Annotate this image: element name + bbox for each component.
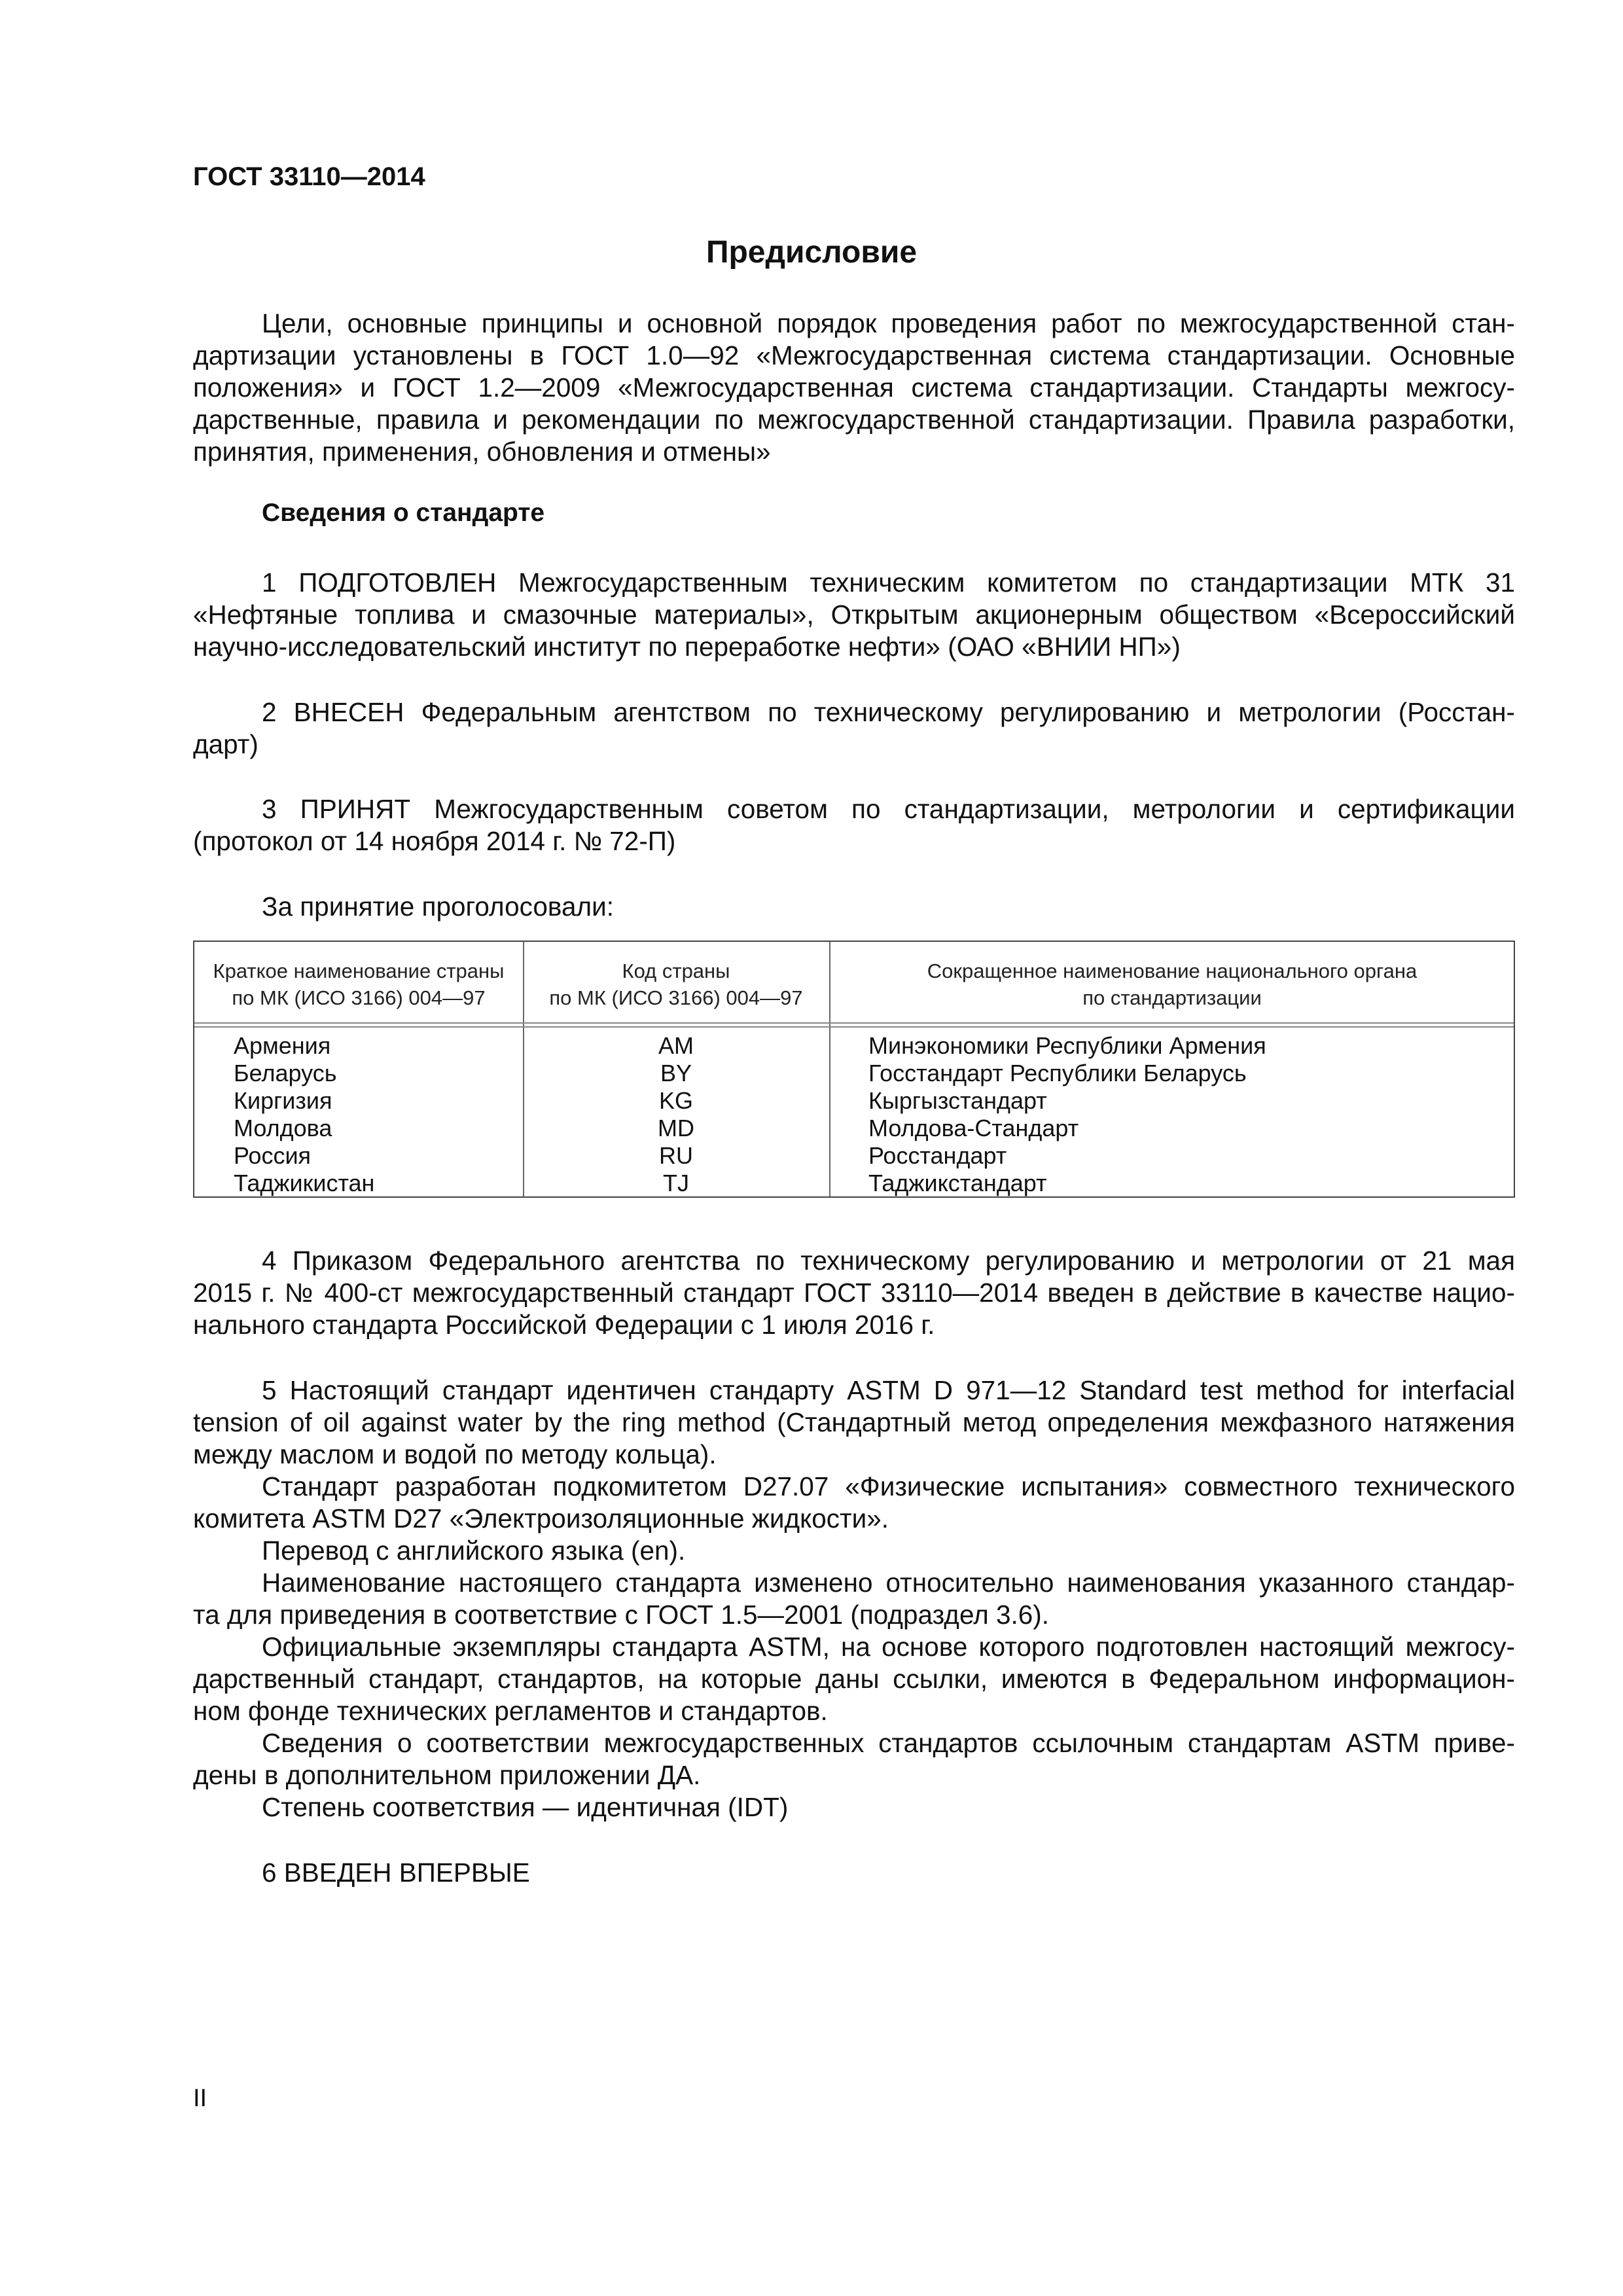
table-cell: RU xyxy=(659,1142,693,1169)
text-line: комитета ASTM D27 «Электроизоляционные жидкости». xyxy=(193,1503,889,1534)
document-code: ГОСТ 33110—2014 xyxy=(193,162,425,191)
text-line: дарственный стандарт, стандартов, на которые даны ссылки, имеются в Федеральном информацион- xyxy=(193,1664,1515,1694)
text-line: ном фонде технических регламентов и стандартов. xyxy=(193,1696,828,1726)
body-column xyxy=(868,1032,1497,1197)
table-cell: KG xyxy=(658,1087,693,1114)
text-line: Сведения о соответствии межгосударственных стандартов ссылочным стандартам ASTM приве- xyxy=(262,1728,1515,1758)
text-line: Наименование настоящего стандарта изменено относительно наименования указанного стандар- xyxy=(262,1568,1515,1598)
text-line: Официальные экземпляры стандарта ASTM, на основе которого подготовлен настоящий межгосу- xyxy=(262,1632,1515,1662)
table-cell: TJ xyxy=(663,1170,689,1196)
text-line: положения» и ГОСТ 1.2—2009 «Межгосударственная система стандартизации. Стандарты межгосу- xyxy=(193,372,1515,403)
page-title: Предисловие xyxy=(705,235,918,270)
header-line: по МК (ИСО 3166) 004—97 xyxy=(549,986,803,1009)
text-line: 5 Настоящий стандарт идентичен стандарту ASTM D 971—12 Standard test method for interfacial xyxy=(262,1375,1515,1405)
text-line: нального стандарта Российской Федерации с 1 июля 2016 г. xyxy=(193,1310,935,1340)
header-line: по МК (ИСО 3166) 004—97 xyxy=(232,986,486,1009)
header-line: Краткое наименование страны xyxy=(213,960,505,982)
vote-intro: За принятие проголосовали: xyxy=(262,891,614,922)
text-line: Степень соответствия — идентичная (IDT) xyxy=(262,1792,789,1822)
table-cell: Россия xyxy=(234,1142,312,1169)
text-line: 1 ПОДГОТОВЛЕН Межгосударственным техническим комитетом по стандартизации МТК 31 xyxy=(262,567,1515,598)
table-cell: Беларусь xyxy=(234,1060,337,1086)
table-cell: Таджикистан xyxy=(234,1170,375,1196)
text-line: дарт) xyxy=(193,729,259,759)
text-line: 4 Приказом Федерального агентства по техническому регулированию и метрологии от 21 мая xyxy=(262,1246,1515,1276)
table-cell: Киргизия xyxy=(234,1087,332,1114)
item-6: 6 ВВЕДЕН ВПЕРВЫЕ xyxy=(262,1857,530,1888)
table-cell: Кыргызстандарт xyxy=(868,1087,1047,1114)
column-header-country xyxy=(194,958,523,1011)
text-line: Цели, основные принципы и основной порядок проведения работ по межгосударственной стан- xyxy=(262,308,1515,338)
table-cell: AM xyxy=(658,1032,694,1059)
section-heading: Сведения о стандарте xyxy=(262,499,545,527)
table-cell: Таджикстандарт xyxy=(868,1170,1047,1196)
text-line: между маслом и водой по методу кольца). xyxy=(193,1439,717,1469)
header-line: Код страны xyxy=(622,960,730,982)
text-line: дартизации установлены в ГОСТ 1.0—92 «Межгосударственная система стандартизации. Основные xyxy=(193,340,1515,370)
text-line: принятия, применения, обновления и отмены» xyxy=(193,437,771,467)
text-line: (протокол от 14 ноября 2014 г. № 72-П) xyxy=(193,826,676,856)
column-header-code xyxy=(523,958,829,1011)
table-cell: Армения xyxy=(234,1032,331,1059)
text-line: дены в дополнительном приложении ДА. xyxy=(193,1760,701,1790)
text-line: 3 ПРИНЯТ Межгосударственным советом по стандартизации, метрологии и сертификации xyxy=(262,794,1515,824)
text-line: научно-исследовательский институт по переработке нефти» (ОАО «ВНИИ НП») xyxy=(193,632,1181,662)
column-header-body xyxy=(829,958,1515,1011)
text-line: tension of oil against water by the ring method (Стандартный метод определения межфазного натяжения xyxy=(193,1407,1515,1437)
code-column xyxy=(523,1032,829,1197)
header-divider xyxy=(194,1026,1514,1028)
text-line: 2015 г. № 400-ст межгосударственный стандарт ГОСТ 33110—2014 введен в действие в качестве нацио- xyxy=(193,1278,1515,1308)
table-cell: Госстандарт Республики Беларусь xyxy=(868,1060,1247,1086)
text-line: «Нефтяные топлива и смазочные материалы», Открытым акционерным обществом «Всероссийский xyxy=(193,600,1515,630)
text-line: Стандарт разработан подкомитетом D27.07 «Физические испытания» совместного технического xyxy=(262,1471,1515,1501)
text-line: Перевод с английского языка (en). xyxy=(262,1535,686,1566)
table-cell: MD xyxy=(658,1115,694,1141)
text-line: та для приведения в соответствие с ГОСТ 1.5—2001 (подраздел 3.6). xyxy=(193,1600,1050,1630)
table-cell: Молдова-Стандарт xyxy=(868,1115,1079,1141)
text-line: дарственные, правила и рекомендации по межгосударственной стандартизации. Правила разработки, xyxy=(193,404,1515,435)
text-line: 2 ВНЕСЕН Федеральным агентством по техническому регулированию и метрологии (Росстан- xyxy=(262,697,1515,727)
table-cell: Минэкономики Республики Армения xyxy=(868,1032,1266,1059)
table-cell: Росстандарт xyxy=(868,1142,1007,1169)
header-line: по стандартизации xyxy=(1082,986,1262,1009)
header-divider xyxy=(194,1022,1514,1024)
page-number: II xyxy=(193,2085,207,2112)
table-cell: Молдова xyxy=(234,1115,332,1141)
header-line: Сокращенное наименование национального органа xyxy=(927,960,1418,982)
table-cell: BY xyxy=(660,1060,692,1086)
voting-table xyxy=(193,941,1515,1198)
country-column xyxy=(234,1032,508,1197)
